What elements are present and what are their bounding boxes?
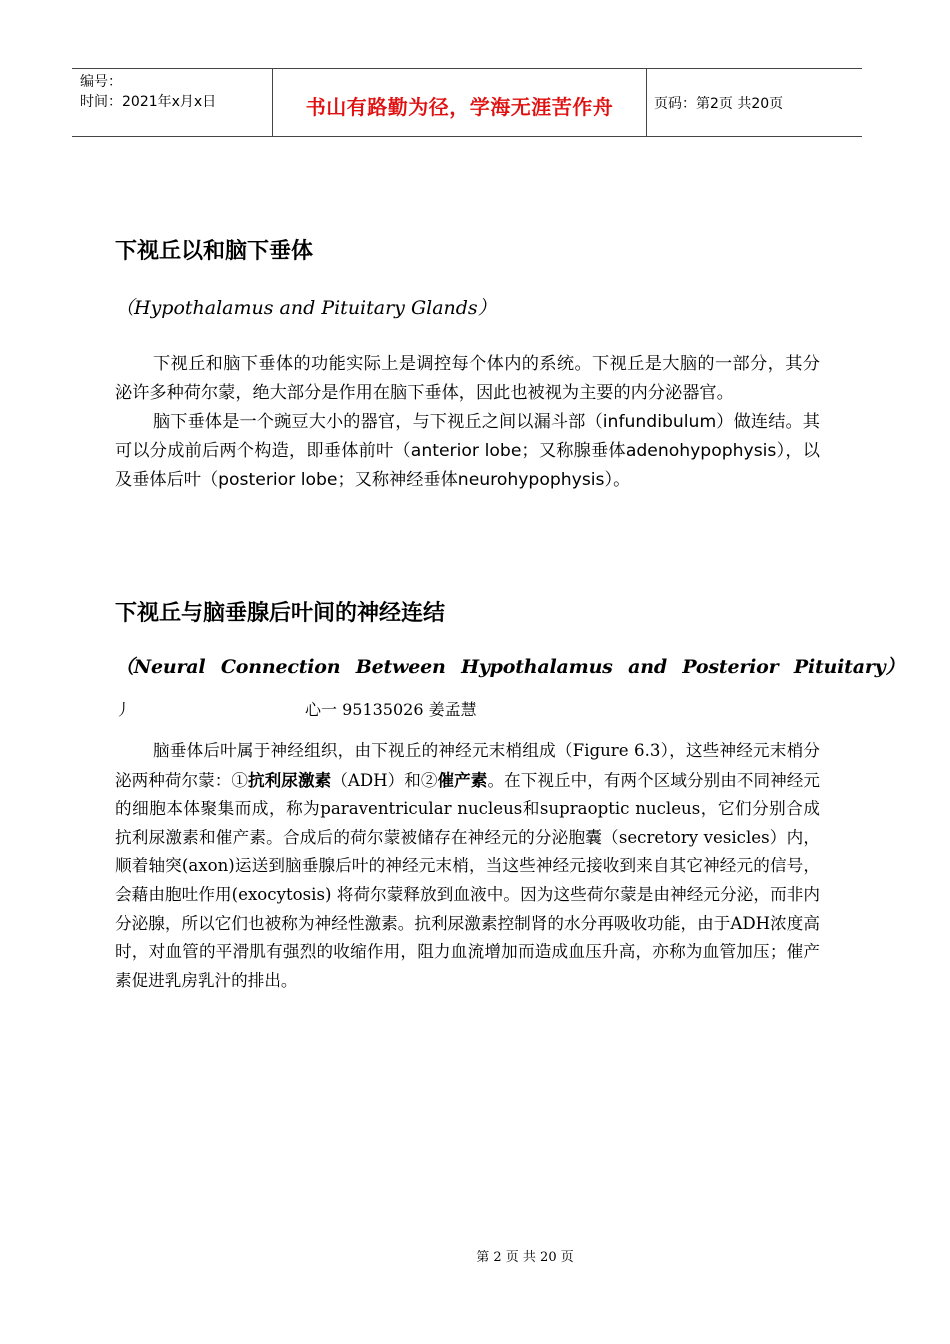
- text-run: 。在下视丘中，有两个区域分别由不同神经元的细胞本体聚集而成，称为paraventricular nucleus和supraoptic nucleus，它们分别合成抗利尿激素和催产素。合成后的荷尔蒙被储存在神经元的分泌胞囊（secretory vesicles）内，顺着轴突(axon)运送到脑垂腺后叶的神经元末梢，当这些神经元接收到来自其它神经元的信号，会藉由胞吐作用(exocytosis) 将荷尔蒙释放到血液中。因为这些荷尔蒙是由神经元分泌，而非内分泌腺，所以它们也被称为神经性激素。抗利尿激素控制肾的水分再吸收功能，由于ADH浓度高时，对血管的平滑肌有强烈的收缩作用，阻力血流增加而造成血压升高，亦称为血管加压；催产素促进乳房乳汁的排出。: [115, 770, 821, 990]
- term-oxytocin: 催产素: [437, 769, 488, 790]
- text-run: 脑垂体后叶属于神经组织，由下视丘的神经元末梢组成（Figure 6.3），这些神经元末梢分泌两种荷尔蒙：①: [115, 741, 820, 790]
- section2-paragraph: [115, 737, 820, 995]
- page-header: [72, 68, 862, 137]
- section2-subtitle: （Neural Connection Between Hypothalamus and Posterior Pituitary）: [115, 656, 905, 678]
- section1-paragraph: 下视丘和脑下垂体的功能实际上是调控每个体内的系统。下视丘是大脑的一部分，其分泌许多种荷尔蒙，绝大部分是作用在脑下垂体，因此也被视为主要的内分泌器官。: [115, 354, 820, 403]
- term-adh: 抗利尿激素: [248, 769, 332, 790]
- time-label: 时间：2021年x月x日: [80, 94, 217, 110]
- number-label: 编号：: [80, 74, 122, 90]
- section1-body: [115, 350, 820, 495]
- section1-title: 下视丘以和脑下垂体: [115, 239, 314, 264]
- header-meta: [80, 72, 270, 112]
- section2-title: 下视丘与脑垂腺后叶间的神经连结: [115, 601, 446, 626]
- author-name: 心一 95135026 姜孟慧: [305, 700, 477, 719]
- header-motto: 书山有路勤为径，学海无涯苦作舟: [305, 95, 614, 119]
- header-divider: [646, 69, 647, 136]
- section1-paragraph: 脑下垂体是一个豌豆大小的器官，与下视丘之间以漏斗部（infundibulum）做连结。其可以分成前后两个构造，即垂体前叶（anterior lobe；又称腺垂体adenohypophysis），以及垂体后叶（posterior lobe；又称神经垂体neurohypophysis）。: [115, 412, 820, 490]
- section1-subtitle: （Hypothalamus and Pituitary Glands）: [115, 297, 497, 319]
- author-mark: 丿: [115, 700, 132, 719]
- page-footer: 第 2 页 共 20 页: [476, 1250, 574, 1265]
- text-run: （ADH）和②: [331, 770, 438, 790]
- header-page-info: 页码：第2页 共20页: [654, 96, 784, 112]
- section2-body: [115, 737, 820, 995]
